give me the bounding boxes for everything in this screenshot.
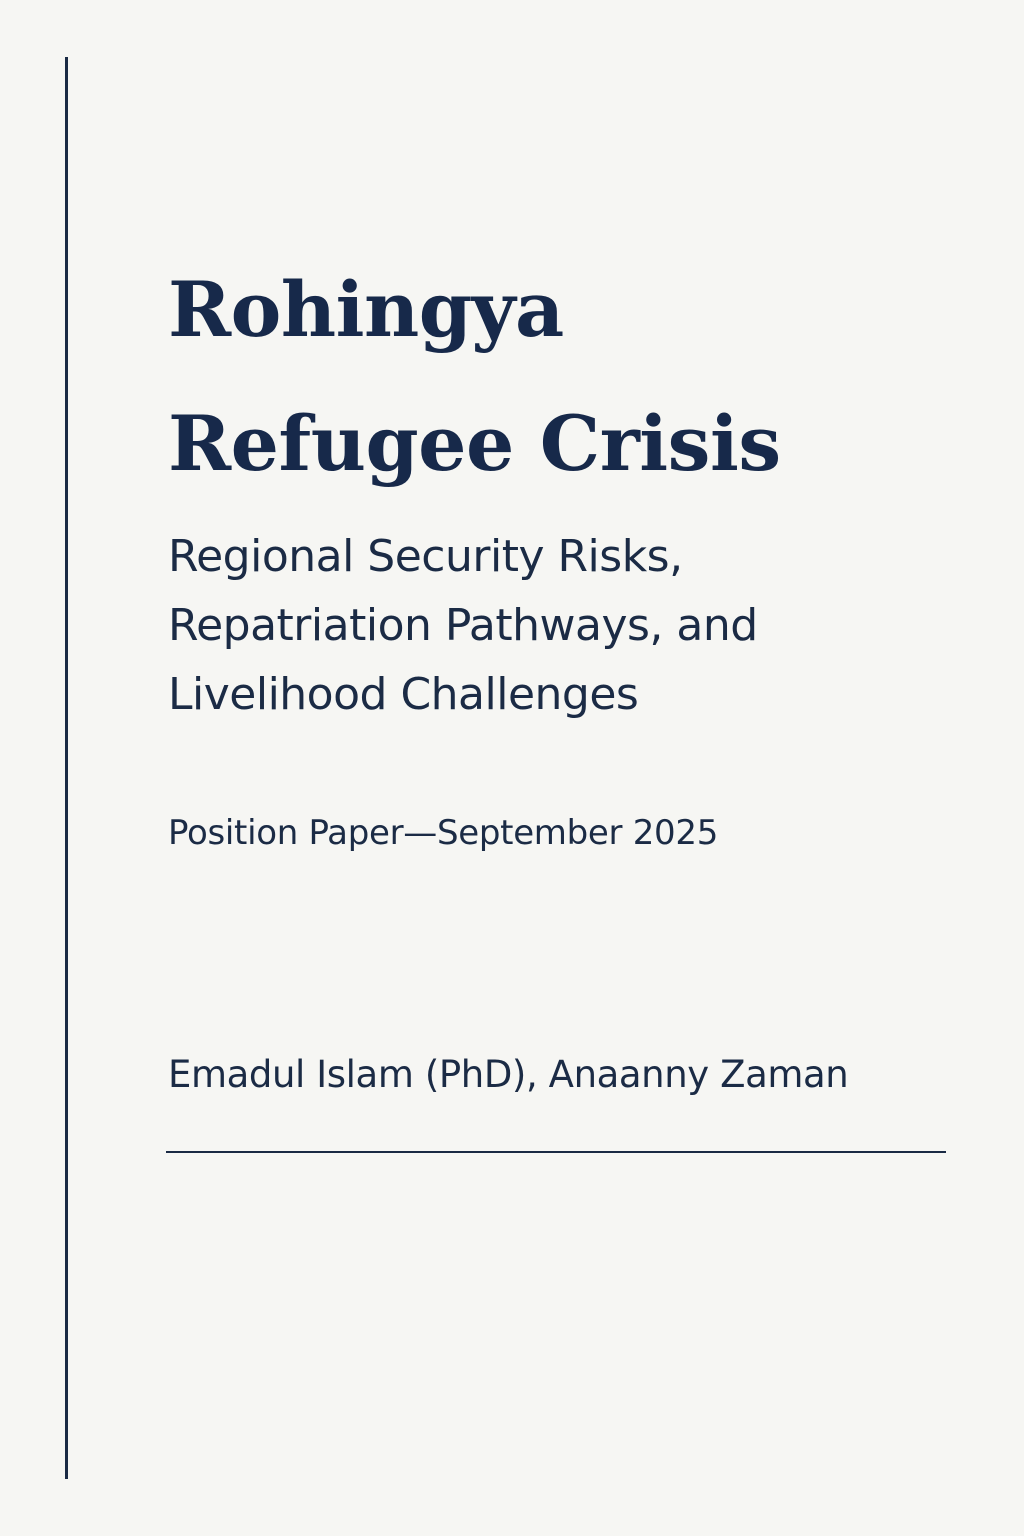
left-vertical-rule xyxy=(65,57,68,1479)
document-title xyxy=(168,243,781,511)
subtitle-line-1: Regional Security Risks, xyxy=(168,531,683,582)
title-line-1: Rohingya xyxy=(168,265,564,354)
document-subtitle xyxy=(168,522,758,729)
horizontal-divider xyxy=(166,1151,946,1153)
subtitle-line-2: Repatriation Pathways, and xyxy=(168,600,758,651)
document-type-date: Position Paper—September 2025 xyxy=(168,813,719,853)
subtitle-line-3: Livelihood Challenges xyxy=(168,669,639,720)
title-line-2: Refugee Crisis xyxy=(168,399,781,488)
authors-line: Emadul Islam (PhD), Anaanny Zaman xyxy=(168,1053,849,1096)
